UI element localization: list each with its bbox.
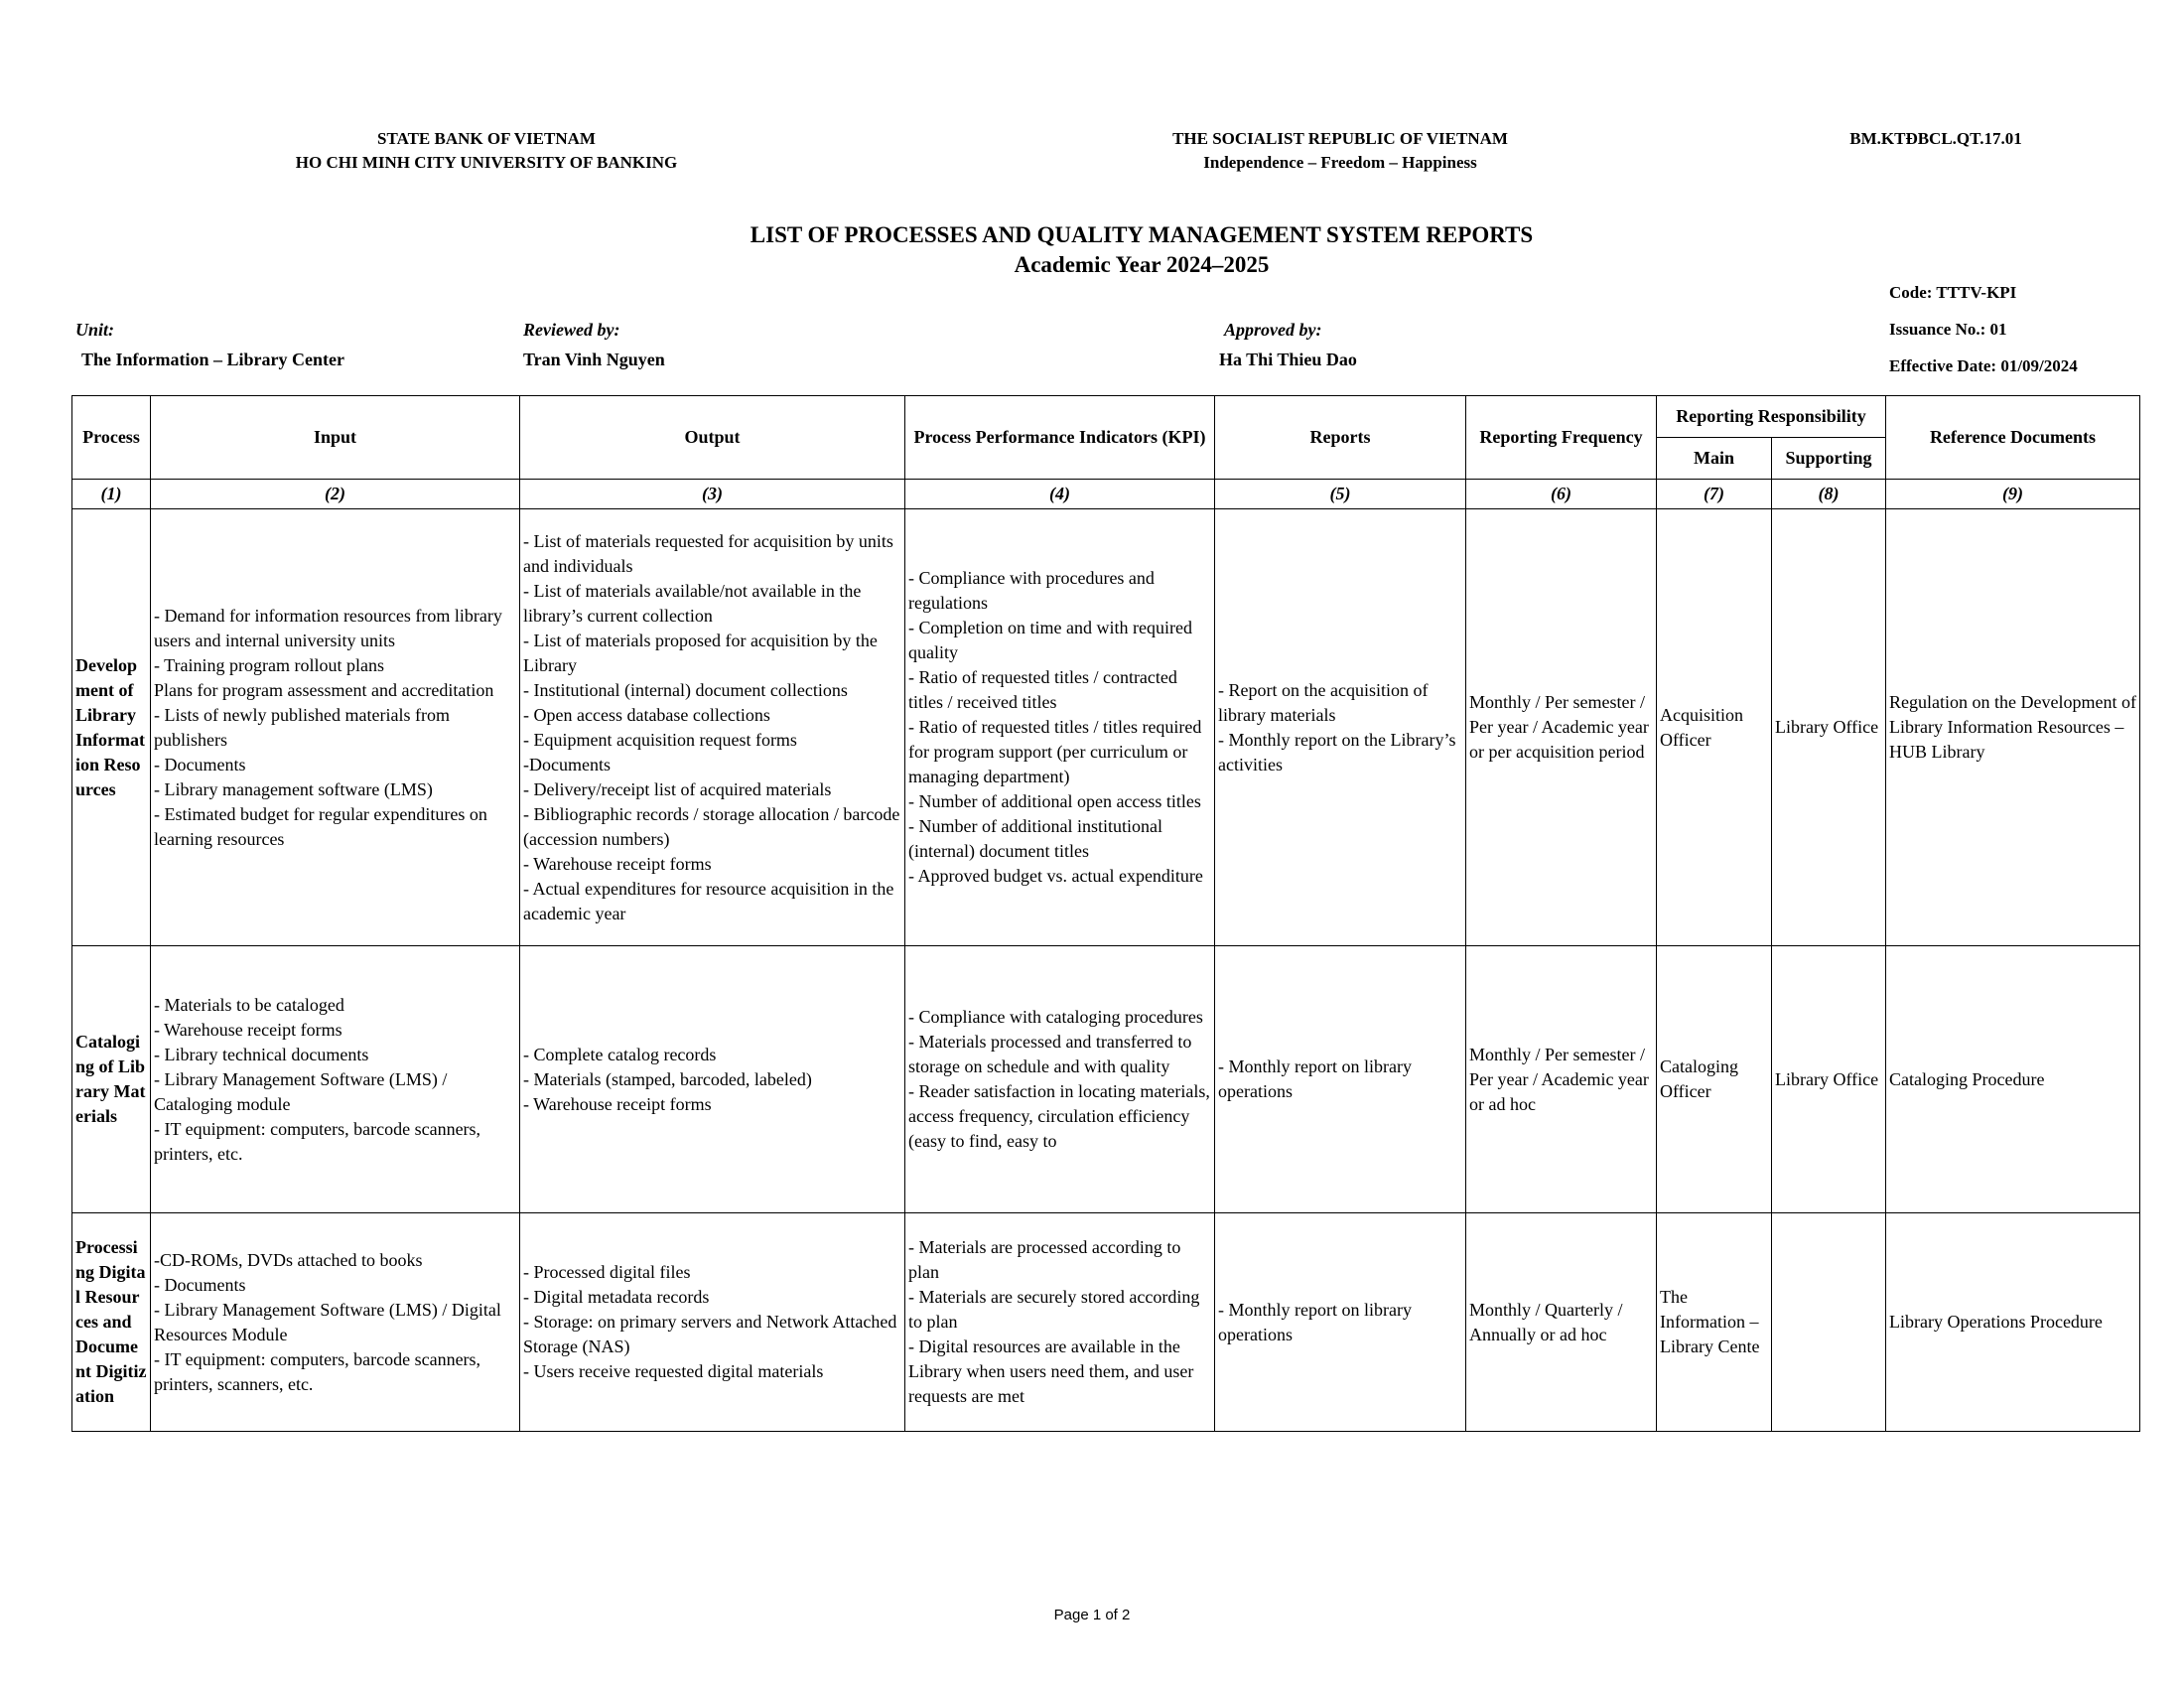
col-process-header: Process [72, 396, 151, 480]
column-number: (1) [72, 480, 151, 509]
process-name: Development of Library Information Resources [72, 509, 151, 946]
approved-value: Ha Thi Thieu Dao [1219, 350, 1357, 369]
process-table [71, 395, 2140, 1432]
table-row [72, 1213, 2140, 1432]
header-row-1 [72, 396, 2140, 438]
column-number: (6) [1466, 480, 1657, 509]
document-title [496, 220, 1787, 280]
col-output-header: Output [520, 396, 905, 480]
column-number: (5) [1215, 480, 1466, 509]
input-cell: - Materials to be cataloged - Warehouse receipt forms - Library technical documents - Library Management Software (LMS) / Cataloging module - IT equipment: computers, barcode scanners, printers, etc. [151, 946, 520, 1213]
reviewed-label: Reviewed by: [523, 320, 620, 340]
effective-date: Effective Date: 01/09/2024 [1889, 356, 2078, 375]
national-header [1042, 127, 1638, 175]
issuer-header [189, 127, 784, 175]
col-kpi-header: Process Performance Indicators (KPI) [905, 396, 1215, 480]
col-reference-header: Reference Documents [1886, 396, 2140, 480]
frequency-cell: Monthly / Per semester / Per year / Academic year or per acquisition period [1466, 509, 1657, 946]
column-number: (8) [1772, 480, 1886, 509]
title-main: LIST OF PROCESSES AND QUALITY MANAGEMENT SYSTEM REPORTS [750, 222, 1534, 247]
main-responsibility-cell: Cataloging Officer [1657, 946, 1772, 1213]
main-responsibility-cell: Acquisition Officer [1657, 509, 1772, 946]
input-cell: - Demand for information resources from library users and internal university units - Training program rollout plans Plans for program assessment and accreditation - Lists of newly published materials from publishers - Documents - Library management software (LMS) - Estimated budget for regular expenditures on learning resources [151, 509, 520, 946]
process-name: Cataloging of Library Materials [72, 946, 151, 1213]
col-main-header: Main [1657, 438, 1772, 480]
reference-cell: Cataloging Procedure [1886, 946, 2140, 1213]
frequency-cell: Monthly / Per semester / Per year / Academic year or ad hoc [1466, 946, 1657, 1213]
national-line-1: THE SOCIALIST REPUBLIC OF VIETNAM [1172, 129, 1508, 148]
output-cell: - Complete catalog records - Materials (stamped, barcoded, labeled) - Warehouse receipt forms [520, 946, 905, 1213]
document-code: Code: TTTV-KPI [1889, 283, 2017, 302]
title-sub: Academic Year 2024–2025 [1014, 252, 1270, 277]
process-name: Processing Digital Resources and Document Digitization [72, 1213, 151, 1432]
reports-cell: - Monthly report on library operations [1215, 946, 1466, 1213]
unit-label: Unit: [75, 320, 115, 340]
column-number: (3) [520, 480, 905, 509]
frequency-cell: Monthly / Quarterly / Annually or ad hoc [1466, 1213, 1657, 1432]
column-number: (7) [1657, 480, 1772, 509]
supporting-responsibility-cell: Library Office [1772, 509, 1886, 946]
input-cell: -CD-ROMs, DVDs attached to books - Documents - Library Management Software (LMS) / Digital Resources Module - IT equipment: computers, barcode scanners, printers, scanners, etc. [151, 1213, 520, 1432]
column-number: (9) [1886, 480, 2140, 509]
table-row [72, 946, 2140, 1213]
document-control [1889, 274, 2167, 384]
reports-cell: - Monthly report on library operations [1215, 1213, 1466, 1432]
form-code: BM.KTĐBCL.QT.17.01 [1849, 129, 2022, 148]
col-responsibility-header: Reporting Responsibility [1657, 396, 1886, 438]
col-frequency-header: Reporting Frequency [1466, 396, 1657, 480]
reference-cell: Library Operations Procedure [1886, 1213, 2140, 1432]
col-reports-header: Reports [1215, 396, 1466, 480]
col-input-header: Input [151, 396, 520, 480]
kpi-cell: - Compliance with cataloging procedures - Materials processed and transferred to storage on schedule and with quality - Reader satisfaction in locating materials, access frequency, circulation efficiency (easy to find, easy to [905, 946, 1215, 1213]
table-row [72, 509, 2140, 946]
output-cell: - Processed digital files - Digital metadata records - Storage: on primary servers and Network Attached Storage (NAS) - Users receive requested digital materials [520, 1213, 905, 1432]
reviewed-value: Tran Vinh Nguyen [523, 350, 665, 369]
issuer-line-2: HO CHI MINH CITY UNIVERSITY OF BANKING [295, 153, 678, 172]
page-number: Page 1 of 2 [1053, 1607, 1131, 1623]
supporting-responsibility-cell: Library Office [1772, 946, 1886, 1213]
issuer-line-1: STATE BANK OF VIETNAM [377, 129, 596, 148]
reports-cell: - Report on the acquisition of library materials - Monthly report on the Library’s activities [1215, 509, 1466, 946]
reference-cell: Regulation on the Development of Library Information Resources – HUB Library [1886, 509, 2140, 946]
national-line-2: Independence – Freedom – Happiness [1203, 153, 1477, 172]
issuance-number: Issuance No.: 01 [1889, 320, 2007, 339]
output-cell: - List of materials requested for acquisition by units and individuals - List of materials available/not available in the library’s current collection - List of materials proposed for acquisition by the Library - Institutional (internal) document collections - Open access database collections - Equipment acquisition request forms -Documents - Delivery/receipt list of acquired materials - Bibliographic records / storage allocation / barcode (accession numbers) - Warehouse receipt forms - Actual expenditures for resource acquisition in the academic year [520, 509, 905, 946]
column-number: (2) [151, 480, 520, 509]
column-number: (4) [905, 480, 1215, 509]
kpi-cell: - Compliance with procedures and regulations - Completion on time and with required quality - Ratio of requested titles / contracted titles / received titles - Ratio of requested titles / titles required for program support (per curriculum or managing department) - Number of additional open access titles - Number of additional institutional (internal) document titles - Approved budget vs. actual expenditure [905, 509, 1215, 946]
main-responsibility-cell: The Information – Library Cente [1657, 1213, 1772, 1432]
approved-label: Approved by: [1224, 320, 1322, 340]
col-supporting-header: Supporting [1772, 438, 1886, 480]
unit-value: The Information – Library Center [81, 350, 344, 369]
supporting-responsibility-cell [1772, 1213, 1886, 1432]
column-number-row [72, 480, 2140, 509]
kpi-cell: - Materials are processed according to plan - Materials are securely stored according to plan - Digital resources are available in the Library when users need them, and user requests are met [905, 1213, 1215, 1432]
